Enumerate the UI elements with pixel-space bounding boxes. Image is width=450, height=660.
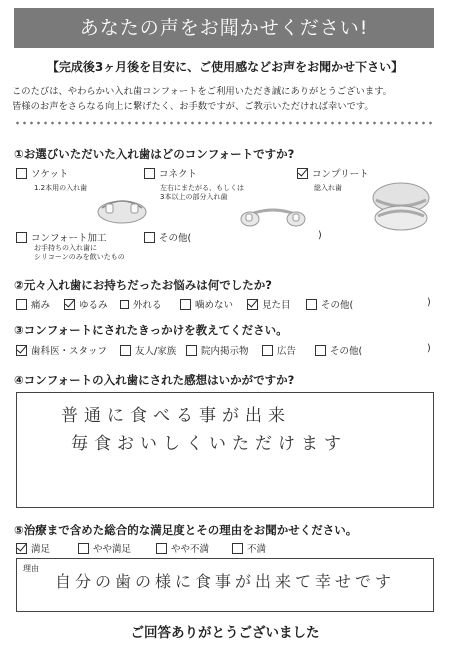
option-cannot-chew[interactable]: 噛めない [180, 297, 233, 311]
checkbox-satisfied[interactable] [16, 543, 27, 554]
paren-close-q1: ) [318, 230, 322, 241]
option-other-q2[interactable]: その他( [306, 297, 353, 311]
dotted-divider [14, 121, 434, 125]
reason-answer-box[interactable] [16, 558, 434, 612]
option-dissatisfied[interactable]: 不満 [232, 541, 266, 555]
note-comfort-processing: お手持ちの入れ歯に シリコーンのみを飲いたもの [34, 244, 125, 261]
reason-text: 自分の歯の様に食事が出来て幸せです [55, 572, 396, 591]
option-advertisement[interactable]: 広告 [262, 343, 296, 357]
page-banner: あなたの声をお聞かせください! [14, 8, 434, 48]
checkbox-dentist-staff[interactable] [16, 345, 27, 356]
partial-denture-image [92, 190, 152, 226]
checkbox-comfort-processing[interactable] [16, 232, 27, 243]
checkbox-other-q2[interactable] [306, 299, 317, 310]
option-dentist-staff[interactable]: 歯科医・スタッフ [16, 343, 107, 357]
checkbox-friend-family[interactable] [120, 345, 131, 356]
paren-close-q2: ) [427, 297, 431, 308]
impression-line-2: 毎食おいしくいただけます [71, 434, 347, 454]
thanks-message: ご回答ありがとうございました [130, 625, 320, 641]
option-satisfied[interactable]: 満足 [16, 541, 50, 555]
checkbox-loose[interactable] [64, 299, 75, 310]
option-other-q3[interactable]: その他( [315, 343, 362, 357]
checkbox-appearance[interactable] [247, 299, 258, 310]
checkbox-complete[interactable] [297, 168, 308, 179]
q4-title: ④コンフォートの入れ歯にされた感想はいかがですか? [14, 373, 295, 387]
note-socket: 1.2本用の入れ歯 [34, 184, 88, 192]
intro-line-2: 皆様のお声をさらなる向上に繋げたく、お手数ですが、ご教示いただければ幸いです。 [12, 101, 374, 112]
impression-answer-box[interactable] [16, 392, 434, 508]
checkbox-somewhat-dissatisfied[interactable] [156, 543, 167, 554]
intro-text [12, 84, 442, 114]
option-complete[interactable]: コンプリート [297, 166, 369, 180]
option-somewhat-dissatisfied[interactable]: やや不満 [156, 541, 209, 555]
checkbox-dissatisfied[interactable] [232, 543, 243, 554]
complete-denture-image [368, 178, 434, 234]
note-complete: 総入れ歯 [314, 184, 342, 192]
option-comfort-processing[interactable]: コンフォート加工 [16, 230, 107, 244]
checkbox-pain[interactable] [16, 299, 27, 310]
option-appearance[interactable]: 見た目 [247, 297, 291, 311]
checkbox-clinic-poster[interactable] [186, 345, 197, 356]
q5-title: ⑤治療まで含めた総合的な満足度とその理由をお聞かせください。 [14, 523, 358, 537]
checkbox-cannot-chew[interactable] [180, 299, 191, 310]
q2-title: ②元々入れ歯にお持ちだったお悩みは何でしたか? [14, 278, 272, 292]
checkbox-connect[interactable] [144, 168, 155, 179]
checkbox-other-q1[interactable] [144, 232, 155, 243]
checkbox-other-q3[interactable] [315, 345, 326, 356]
note-connect: 左右にまたがる、もしくは 3本以上の部分入れ歯 [160, 184, 244, 201]
reason-label: 理由 [23, 564, 39, 573]
paren-close-q3: ) [427, 343, 431, 354]
option-falls-out[interactable]: 外れる [120, 297, 162, 311]
option-other-q1[interactable]: その他( [144, 230, 191, 244]
option-clinic-poster[interactable]: 院内掲示物 [186, 343, 249, 357]
option-pain[interactable]: 痛み [16, 297, 50, 311]
impression-line-1: 普通に食べる事が出来 [61, 406, 291, 426]
intro-line-1: このたびは、やわらかい入れ歯コンフォートをご利用いただき誠にありがとうございます。 [12, 86, 392, 97]
checkbox-falls-out[interactable] [120, 300, 129, 309]
checkbox-socket[interactable] [16, 168, 27, 179]
option-somewhat-satisfied[interactable]: やや満足 [78, 541, 131, 555]
subtitle: 【完成後3ヶ月後を目安に、ご使用感などお声をお聞かせ下さい】 [46, 60, 404, 74]
q3-title: ③コンフォートにされたきっかけを教えてください。 [14, 323, 288, 337]
q1-title: ①お選びいただいた入れ歯はどのコンフォートですか? [14, 147, 295, 161]
option-loose[interactable]: ゆるみ [64, 297, 108, 311]
option-socket[interactable]: ソケット [16, 166, 68, 180]
option-connect[interactable]: コネクト [144, 166, 197, 180]
connect-denture-image [238, 200, 308, 230]
option-friend-family[interactable]: 友人/家族 [120, 343, 176, 357]
checkbox-somewhat-satisfied[interactable] [78, 543, 89, 554]
checkbox-advertisement[interactable] [262, 345, 273, 356]
